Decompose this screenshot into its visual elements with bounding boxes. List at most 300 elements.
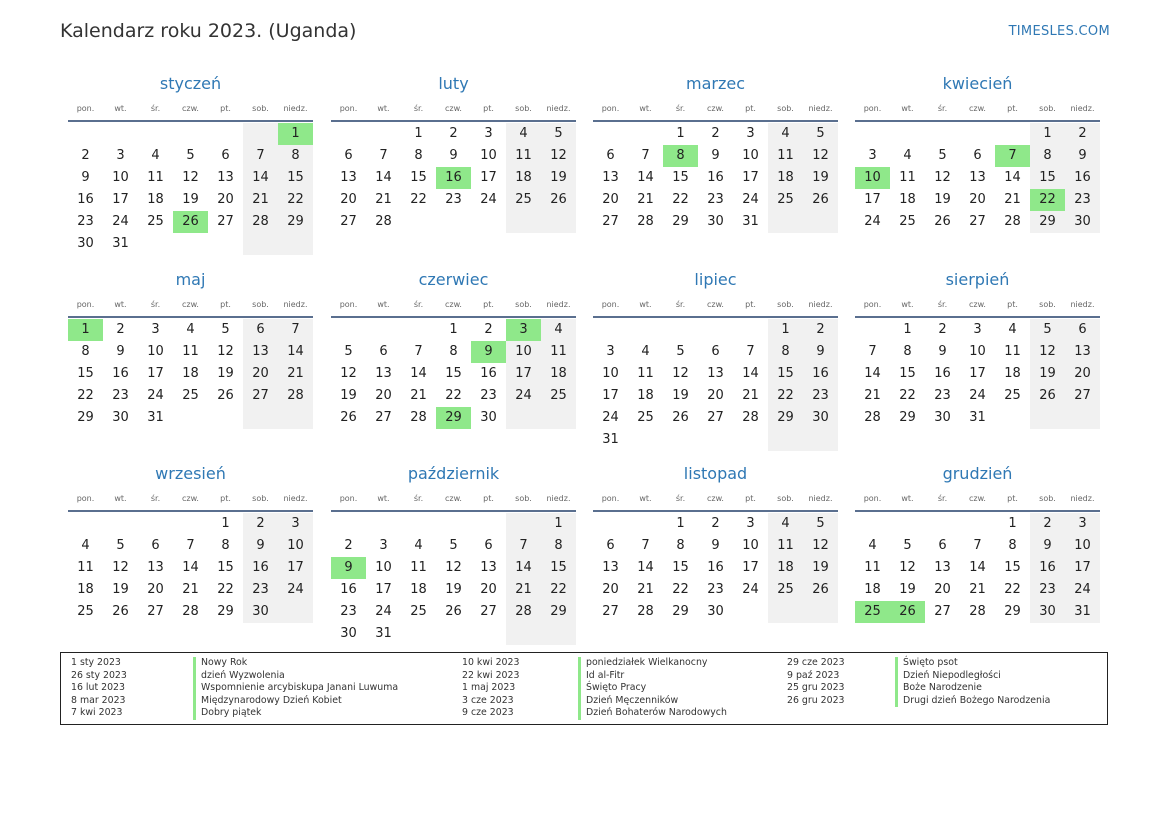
day-cell: 18 (899, 192, 916, 207)
day-cell: 13 (480, 560, 497, 575)
day-cell: 10 (375, 560, 392, 575)
day-cell: 26 (803, 579, 838, 601)
day-cell: 6 (243, 319, 278, 341)
day-cell: 8 (449, 344, 458, 359)
day-cell: 12 (899, 560, 916, 575)
header-rule (68, 316, 313, 318)
day-cell: 17 (506, 363, 541, 385)
legend-holiday-name: Wspomnienie arcybiskupa Janani Luwuma (193, 682, 398, 695)
day-cell: 20 (602, 582, 619, 597)
day-cell: 22 (541, 579, 576, 601)
day-cell: 5 (903, 538, 912, 553)
legend-column-2 (462, 657, 727, 720)
day-cell: 13 (707, 366, 724, 381)
day-cell: 3 (868, 148, 877, 163)
day-cell: 24 (480, 192, 497, 207)
legend-date: 3 cze 2023 (462, 694, 514, 706)
day-cell: 25 (410, 604, 427, 619)
empty-day-cell (401, 319, 436, 341)
header-rule (593, 510, 838, 512)
day-cell: 26 (112, 604, 129, 619)
month-name: listopad (683, 464, 748, 483)
legend-date: 29 cze 2023 (787, 657, 845, 668)
day-cell: 21 (742, 388, 759, 403)
day-cell: 13 (375, 366, 392, 381)
day-cell: 21 (1004, 192, 1021, 207)
month-name: lipiec (694, 270, 737, 289)
day-cell: 5 (221, 322, 230, 337)
day-cell: 22 (217, 582, 234, 597)
day-cell: 16 (112, 366, 129, 381)
weekday-label: pon. (601, 494, 620, 503)
day-cell: 20 (602, 192, 619, 207)
legend-date: 10 kwi 2023 (462, 657, 520, 668)
day-cell: 3 (278, 513, 313, 535)
days-grid (68, 123, 313, 255)
weekday-label: pt. (745, 104, 756, 113)
day-cell: 17 (602, 388, 619, 403)
day-cell: 5 (803, 513, 838, 535)
day-cell: 27 (602, 214, 619, 229)
empty-day-cell (173, 513, 208, 535)
legend-item (71, 707, 398, 720)
day-cell: 30 (480, 410, 497, 425)
day-cell: 21 (637, 582, 654, 597)
day-cell: 23 (112, 388, 129, 403)
weekday-label: śr. (413, 104, 424, 113)
weekday-label: wt. (639, 300, 652, 309)
legend-item (462, 657, 727, 670)
day-cell: 19 (1030, 363, 1065, 385)
day-cell: 14 (375, 170, 392, 185)
weekday-label: niedz. (808, 494, 833, 503)
day-cell: 20 (340, 192, 357, 207)
empty-day-cell (506, 623, 541, 645)
day-cell: 13 (243, 341, 278, 363)
day-cell: 13 (969, 170, 986, 185)
weekday-label: pon. (863, 104, 882, 113)
holiday-day-cell: 29 (436, 407, 471, 429)
header-rule (855, 120, 1100, 122)
day-cell: 21 (278, 363, 313, 385)
holiday-day-cell: 10 (855, 167, 890, 189)
holiday-day-cell: 3 (506, 319, 541, 341)
weekday-label: czw. (445, 300, 462, 309)
day-cell: 23 (243, 579, 278, 601)
legend-date: 7 kwi 2023 (71, 707, 123, 719)
day-cell: 10 (147, 344, 164, 359)
legend-item (462, 682, 727, 695)
empty-day-cell (208, 407, 243, 429)
day-cell: 23 (1065, 189, 1100, 211)
day-cell: 25 (768, 579, 803, 601)
day-cell: 9 (116, 344, 125, 359)
day-cell: 16 (480, 366, 497, 381)
day-cell: 7 (506, 535, 541, 557)
day-cell: 25 (77, 604, 94, 619)
day-cell: 17 (1065, 557, 1100, 579)
day-cell: 7 (641, 148, 650, 163)
day-cell: 12 (340, 366, 357, 381)
day-cell: 21 (637, 192, 654, 207)
day-cell: 4 (414, 538, 423, 553)
weekday-label: niedz. (546, 300, 571, 309)
day-cell: 9 (81, 170, 90, 185)
weekday-label: czw. (182, 494, 199, 503)
weekday-label: sob. (252, 104, 269, 113)
day-cell: 12 (934, 170, 951, 185)
day-cell: 15 (1004, 560, 1021, 575)
day-cell: 17 (742, 560, 759, 575)
weekday-label: wt. (377, 300, 390, 309)
weekday-label: pt. (745, 494, 756, 503)
day-cell: 2 (484, 322, 493, 337)
weekday-label: sob. (252, 300, 269, 309)
day-cell: 4 (768, 123, 803, 145)
day-cell: 18 (864, 582, 881, 597)
empty-day-cell (698, 319, 733, 341)
weekday-label: wt. (377, 494, 390, 503)
day-cell: 7 (973, 538, 982, 553)
weekday-header (593, 100, 838, 117)
weekday-label: pt. (220, 104, 231, 113)
weekday-label: pon. (339, 104, 358, 113)
day-cell: 13 (934, 560, 951, 575)
weekday-label: sob. (515, 104, 532, 113)
weekday-label: czw. (445, 494, 462, 503)
day-cell: 28 (969, 604, 986, 619)
legend-holiday-name: Boże Narodzenie (895, 682, 982, 695)
day-cell: 6 (379, 344, 388, 359)
day-cell: 8 (278, 145, 313, 167)
day-cell: 11 (147, 170, 164, 185)
day-cell: 27 (969, 214, 986, 229)
day-cell: 30 (340, 626, 357, 641)
empty-day-cell (401, 623, 436, 645)
month-name: marzec (685, 74, 745, 93)
day-cell: 16 (803, 363, 838, 385)
weekday-label: pt. (483, 494, 494, 503)
legend-date: 9 paź 2023 (787, 669, 840, 681)
legend-item (462, 670, 727, 683)
day-cell: 10 (602, 366, 619, 381)
weekday-label: pon. (601, 300, 620, 309)
empty-day-cell (68, 513, 103, 535)
weekday-label: wt. (639, 104, 652, 113)
weekday-label: wt. (114, 300, 127, 309)
day-cell: 8 (903, 344, 912, 359)
day-cell: 6 (151, 538, 160, 553)
empty-day-cell (925, 123, 960, 145)
brand-link[interactable]: TIMESLES.COM (1008, 24, 1110, 39)
day-cell: 31 (147, 410, 164, 425)
day-cell: 25 (1004, 388, 1021, 403)
day-cell: 20 (217, 192, 234, 207)
weekday-label: śr. (937, 494, 948, 503)
weekday-label: pt. (1007, 104, 1018, 113)
day-cell: 15 (899, 366, 916, 381)
day-cell: 21 (243, 189, 278, 211)
day-cell: 21 (969, 582, 986, 597)
day-cell: 22 (445, 388, 462, 403)
day-cell: 28 (243, 211, 278, 233)
day-cell: 22 (77, 388, 94, 403)
day-cell: 3 (746, 126, 755, 141)
weekday-label: niedz. (1070, 104, 1095, 113)
day-cell: 1 (449, 322, 458, 337)
day-cell: 30 (243, 601, 278, 623)
holiday-day-cell: 26 (173, 211, 208, 233)
day-cell: 12 (445, 560, 462, 575)
day-cell: 14 (278, 341, 313, 363)
day-cell: 28 (278, 385, 313, 407)
days-grid (593, 123, 838, 233)
month-8 (855, 269, 1100, 429)
day-cell: 11 (899, 170, 916, 185)
day-cell: 31 (969, 410, 986, 425)
day-cell: 30 (707, 604, 724, 619)
day-cell: 11 (1004, 344, 1021, 359)
empty-day-cell (890, 123, 925, 145)
weekday-header (855, 490, 1100, 507)
empty-day-cell (1065, 407, 1100, 429)
legend-item (462, 707, 727, 720)
day-cell: 26 (934, 214, 951, 229)
days-grid (331, 319, 576, 429)
day-cell: 6 (711, 344, 720, 359)
day-cell: 27 (934, 604, 951, 619)
day-cell: 14 (410, 366, 427, 381)
day-cell: 18 (77, 582, 94, 597)
day-cell: 23 (707, 192, 724, 207)
day-cell: 24 (147, 388, 164, 403)
month-2 (331, 73, 576, 233)
day-cell: 20 (1065, 363, 1100, 385)
day-cell: 13 (217, 170, 234, 185)
days-grid (593, 319, 838, 451)
empty-day-cell (733, 319, 768, 341)
weekday-label: niedz. (1070, 494, 1095, 503)
empty-day-cell (541, 623, 576, 645)
day-cell: 6 (606, 148, 615, 163)
empty-day-cell (803, 211, 838, 233)
empty-day-cell (436, 211, 471, 233)
month-12 (855, 463, 1100, 623)
empty-day-cell (628, 319, 663, 341)
empty-day-cell (278, 407, 313, 429)
holiday-day-cell: 25 (855, 601, 890, 623)
empty-day-cell (506, 513, 541, 535)
day-cell: 17 (480, 170, 497, 185)
day-cell: 22 (1004, 582, 1021, 597)
empty-day-cell (278, 601, 313, 623)
day-cell: 29 (899, 410, 916, 425)
weekday-header (68, 100, 313, 117)
day-cell: 29 (1004, 604, 1021, 619)
day-cell: 12 (1030, 341, 1065, 363)
legend-date: 9 cze 2023 (462, 707, 514, 719)
day-cell: 12 (112, 560, 129, 575)
day-cell: 12 (672, 366, 689, 381)
legend-date: 26 gru 2023 (787, 694, 845, 706)
day-cell: 1 (768, 319, 803, 341)
day-cell: 6 (221, 148, 230, 163)
day-cell: 26 (541, 189, 576, 211)
day-cell: 3 (151, 322, 160, 337)
empty-day-cell (855, 319, 890, 341)
weekday-label: czw. (969, 300, 986, 309)
day-cell: 15 (278, 167, 313, 189)
weekday-label: niedz. (1070, 300, 1095, 309)
day-cell: 27 (340, 214, 357, 229)
day-cell: 2 (1030, 513, 1065, 535)
weekday-label: pon. (76, 300, 95, 309)
weekday-label: sob. (515, 300, 532, 309)
day-cell: 2 (1065, 123, 1100, 145)
empty-day-cell (855, 513, 890, 535)
empty-day-cell (593, 319, 628, 341)
header-rule (855, 510, 1100, 512)
day-cell: 31 (742, 214, 759, 229)
day-cell: 28 (182, 604, 199, 619)
day-cell: 13 (1065, 341, 1100, 363)
day-cell: 29 (672, 214, 689, 229)
day-cell: 26 (445, 604, 462, 619)
day-cell: 18 (637, 388, 654, 403)
day-cell: 28 (1004, 214, 1021, 229)
day-cell: 17 (375, 582, 392, 597)
day-cell: 27 (1065, 385, 1100, 407)
day-cell: 19 (803, 557, 838, 579)
empty-day-cell (855, 123, 890, 145)
days-grid (855, 123, 1100, 233)
weekday-header (593, 296, 838, 313)
day-cell: 28 (410, 410, 427, 425)
day-cell: 28 (506, 601, 541, 623)
day-cell: 3 (746, 516, 755, 531)
day-cell: 6 (344, 148, 353, 163)
day-cell: 11 (768, 535, 803, 557)
empty-day-cell (733, 429, 768, 451)
day-cell: 13 (602, 560, 619, 575)
month-1 (68, 73, 313, 255)
empty-day-cell (401, 211, 436, 233)
empty-day-cell (278, 233, 313, 255)
weekday-label: sob. (777, 300, 794, 309)
day-cell: 26 (1030, 385, 1065, 407)
day-cell: 25 (899, 214, 916, 229)
day-cell: 6 (938, 538, 947, 553)
day-cell: 20 (243, 363, 278, 385)
month-7 (593, 269, 838, 451)
empty-day-cell (208, 123, 243, 145)
header-rule (593, 120, 838, 122)
header-rule (331, 120, 576, 122)
day-cell: 8 (541, 535, 576, 557)
weekday-label: niedz. (546, 494, 571, 503)
day-cell: 17 (278, 557, 313, 579)
empty-day-cell (138, 513, 173, 535)
weekday-label: wt. (114, 104, 127, 113)
day-cell: 3 (973, 322, 982, 337)
day-cell: 12 (182, 170, 199, 185)
empty-day-cell (960, 513, 995, 535)
day-cell: 5 (938, 148, 947, 163)
day-cell: 21 (864, 388, 881, 403)
header-rule (68, 120, 313, 122)
day-cell: 15 (672, 560, 689, 575)
holiday-day-cell: 26 (890, 601, 925, 623)
day-cell: 2 (344, 538, 353, 553)
legend-date: 26 sty 2023 (71, 669, 127, 681)
legend-item (787, 670, 1050, 683)
empty-day-cell (331, 513, 366, 535)
day-cell: 14 (506, 557, 541, 579)
day-cell: 9 (1030, 535, 1065, 557)
day-cell: 24 (1065, 579, 1100, 601)
day-cell: 4 (541, 319, 576, 341)
day-cell: 28 (742, 410, 759, 425)
weekday-header (855, 100, 1100, 117)
day-cell: 9 (243, 535, 278, 557)
weekday-label: wt. (901, 104, 914, 113)
day-cell: 14 (637, 560, 654, 575)
day-cell: 4 (1008, 322, 1017, 337)
empty-day-cell (366, 319, 401, 341)
day-cell: 4 (868, 538, 877, 553)
day-cell: 18 (147, 192, 164, 207)
day-cell: 7 (641, 538, 650, 553)
legend-holiday-name: Dobry piątek (193, 707, 261, 720)
day-cell: 24 (742, 192, 759, 207)
day-cell: 4 (186, 322, 195, 337)
month-name: maj (175, 270, 206, 289)
weekday-label: wt. (901, 300, 914, 309)
empty-day-cell (995, 123, 1030, 145)
day-cell: 6 (606, 538, 615, 553)
weekday-label: niedz. (283, 300, 308, 309)
weekday-label: czw. (969, 494, 986, 503)
weekday-label: pon. (76, 494, 95, 503)
day-cell: 10 (480, 148, 497, 163)
month-name: sierpień (945, 270, 1010, 289)
day-cell: 9 (1065, 145, 1100, 167)
day-cell: 24 (969, 388, 986, 403)
day-cell: 18 (541, 363, 576, 385)
weekday-label: śr. (675, 104, 686, 113)
weekday-header (331, 490, 576, 507)
day-cell: 15 (410, 170, 427, 185)
month-name: październik (407, 464, 500, 483)
month-9 (68, 463, 313, 623)
day-cell: 2 (449, 126, 458, 141)
day-cell: 12 (217, 344, 234, 359)
day-cell: 1 (541, 513, 576, 535)
day-cell: 1 (903, 322, 912, 337)
day-cell: 2 (803, 319, 838, 341)
days-grid (68, 319, 313, 429)
day-cell: 9 (938, 344, 947, 359)
day-cell: 8 (81, 344, 90, 359)
empty-day-cell (436, 623, 471, 645)
day-cell: 18 (1004, 366, 1021, 381)
day-cell: 1 (414, 126, 423, 141)
legend-item (787, 657, 1050, 670)
day-cell: 29 (1030, 211, 1065, 233)
day-cell: 19 (803, 167, 838, 189)
day-cell: 11 (637, 366, 654, 381)
day-cell: 16 (1030, 557, 1065, 579)
